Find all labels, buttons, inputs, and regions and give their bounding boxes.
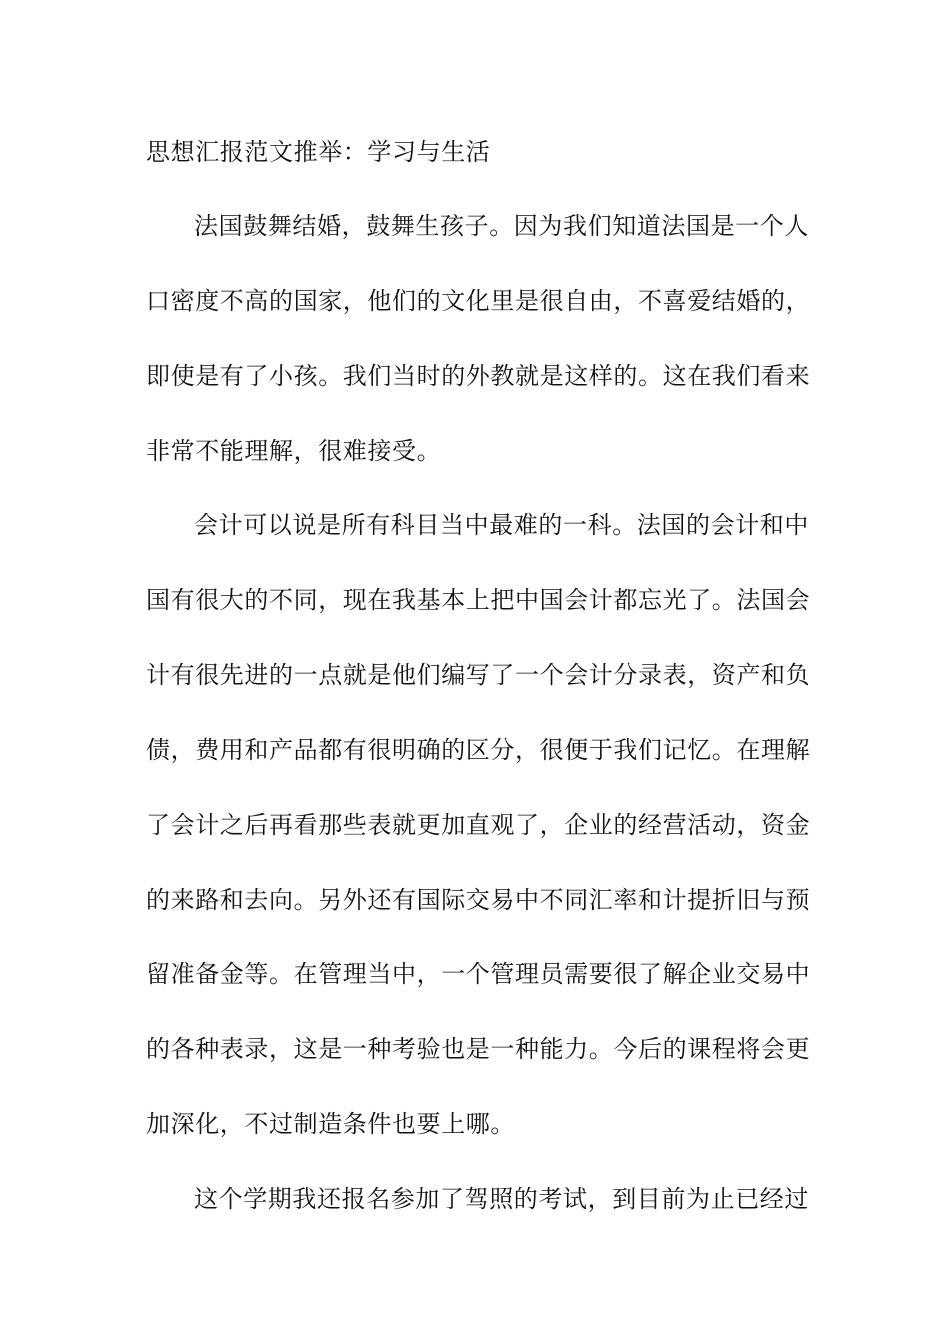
paragraph-2-line-9: 加深化，不过制造条件也要上哪。 [146,1110,515,1138]
paragraph-1-line-2: 口密度不高的国家，他们的文化里是很自由，不喜爱结婚的， [146,287,811,315]
paragraph-3-line-1: 这个学期我还报名参加了驾照的考试，到目前为止已经过 [194,1185,809,1213]
paragraph-1-line-4: 非常不能理解，很难接受。 [146,437,442,465]
paragraph-2-line-6: 的来路和去向。另外还有国际交易中不同汇率和计提折旧与预 [146,886,811,914]
paragraph-2-line-8: 的各种表录，这是一种考验也是一种能力。今后的课程将会更 [146,1035,811,1063]
paragraph-1-line-3: 即使是有了小孩。我们当时的外教就是这样的。这在我们看来 [146,362,811,390]
paragraph-2-line-4: 债，费用和产品都有很明确的区分，很便于我们记忆。在理解 [146,736,811,764]
paragraph-2-line-5: 了会计之后再看那些表就更加直观了，企业的经营活动，资金 [146,811,811,839]
paragraph-2-line-7: 留准备金等。在管理当中，一个管理员需要很了解企业交易中 [146,960,811,988]
paragraph-2-line-3: 计有很先进的一点就是他们编写了一个会计分录表，资产和负 [146,661,811,689]
paragraph-2-line-1: 会计可以说是所有科目当中最难的一科。法国的会计和中 [194,511,809,539]
paragraph-2-line-2: 国有很大的不同，现在我基本上把中国会计都忘光了。法国会 [146,586,811,614]
document-title: 思想汇报范文推举：学习与生活 [146,138,491,166]
paragraph-1-line-1: 法国鼓舞结婚，鼓舞生孩子。因为我们知道法国是一个人 [194,212,809,240]
